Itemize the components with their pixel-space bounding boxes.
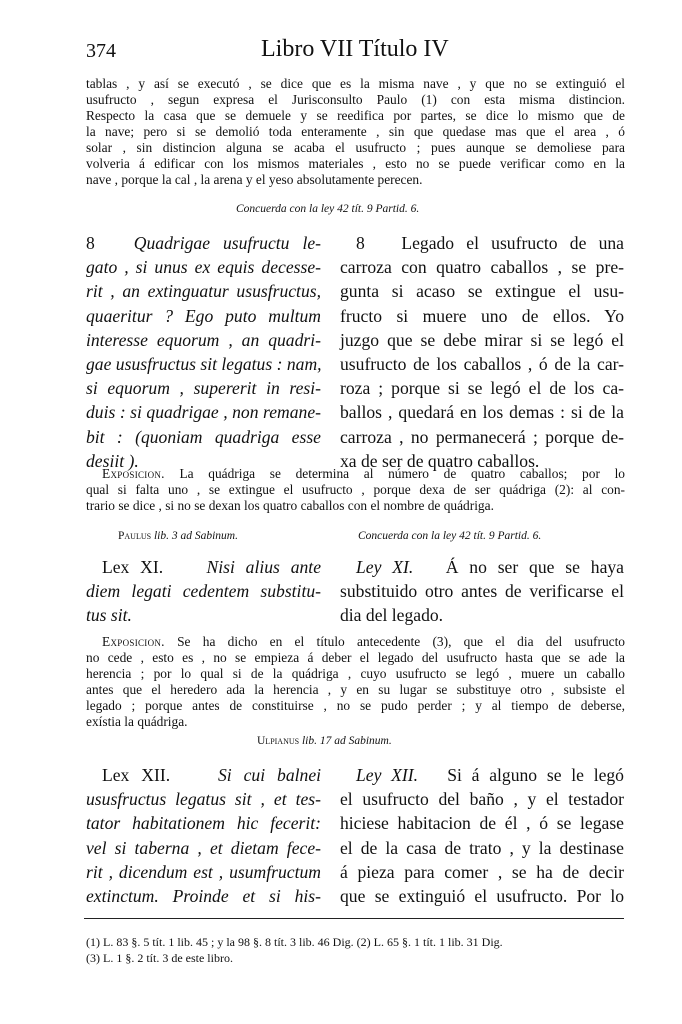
text-line: el usufructo del baño , y el testador (340, 789, 624, 810)
spanish-column-lex-11 (340, 555, 624, 628)
exposicion-label: Exposicion. (102, 634, 165, 649)
text-line (86, 634, 625, 650)
page-header (86, 36, 626, 70)
section-number: 8 (86, 233, 95, 253)
text-line: nave , porque la cal , la arena y el yeso absolutamente perecen. (86, 172, 423, 187)
text-line (340, 231, 624, 255)
text-line: Respecto la casa que se demuele y se reedifica por partes, se dice lo mismo que de (86, 108, 625, 123)
text-line: carroza con quatro caballos , se pre- (340, 257, 624, 278)
text-line: ususfructus legatus sit , et tes- (86, 789, 321, 810)
text-line: tus sit. (86, 605, 132, 626)
text-line: extinctum. Proinde et si his- (86, 886, 321, 907)
lex-heading: Lex XI. (102, 557, 164, 577)
ley-heading: Ley XII. (356, 765, 419, 785)
text-line: gae ususfructus sit legatus : nam, (86, 354, 322, 375)
text-line: tator habitationem hic fecerit: (86, 813, 321, 834)
spanish-column-lex-12 (340, 763, 624, 908)
exposicion-paragraph-1 (86, 466, 625, 514)
ley-heading: Ley XI. (356, 557, 414, 577)
concordance-note: Concuerda con la ley 42 tít. 9 Partid. 6. (358, 530, 542, 542)
text-line: si equorum , supererit in resi- (86, 378, 321, 399)
text-fragment: Si á alguno se le legó (447, 765, 624, 785)
text-line: rit , dicendum est , usumfructum (86, 861, 321, 882)
source-reference: lib. 17 ad Sabinum. (301, 735, 392, 747)
text-line: desiit ). (86, 450, 139, 471)
latin-column-lex-12 (86, 763, 321, 908)
text-line: diem legati cedentem substitu- (86, 581, 321, 602)
text-line: substituido otro antes de verificarse el (340, 581, 624, 602)
text-line: antes que el heredero ada la herencia , y en su lugar se substituye otro , subsiste el (86, 682, 625, 697)
latin-column-section-8 (86, 231, 321, 473)
footnote-divider (84, 918, 624, 919)
footnote-line: (3) L. 1 §. 2 tít. 3 de este libro. (86, 951, 233, 965)
text-fragment: Se ha dicho en el título antecedente (3), que el dia del usufructo (177, 634, 625, 649)
text-line: hiciese habitacion de él , ó se legase (340, 813, 624, 834)
source-author: Ulpianus (257, 735, 300, 747)
text-line: que se extinguió el usufructo. Por lo (340, 886, 624, 907)
text-line: volveria á edificar con los mismos materiales , esto no se puede verificar como en la (86, 156, 625, 171)
text-line: herencia ; por lo qual si de la quádriga , cuyo usufructo se legó , muere un caballo (86, 666, 625, 681)
text-line: gato , si unus ex equis decesse- (86, 257, 321, 278)
text-line: fructo si muere uno de ellos. Yo (340, 305, 624, 326)
text-line (86, 763, 321, 787)
text-line (340, 555, 624, 579)
text-line: la nave; pero si se demolió toda enteramente , sin que quedase mas que el area , ó (86, 124, 625, 139)
text-line: juzgo que se debe mirar si se legó el (340, 329, 624, 350)
text-line: usufructo de los caballos , ó de la car- (340, 354, 624, 375)
text-line: ballos , quedará en los demas : si de la (340, 402, 624, 423)
latin-column-lex-11 (86, 555, 321, 628)
text-line (340, 763, 624, 787)
text-line: exístia la quádriga. (86, 714, 188, 729)
source-citation-paulus (118, 530, 238, 542)
text-fragment: Quadrigae usufructu le- (133, 233, 321, 253)
concordance-note: Concuerda con la ley 42 tít. 9 Partid. 6. (236, 203, 420, 215)
spanish-column-section-8 (340, 231, 624, 473)
text-line: solar , sin distincion alguna se acaba el usufructo ; pues aunque se demoliese para (86, 140, 625, 155)
text-line: bit : (quoniam quadriga esse (86, 426, 321, 447)
text-line: vel si taberna , et dietam fece- (86, 837, 321, 858)
text-line: qual si falta uno , se extingue el usufructo , porque dexa de ser quádriga (2): al con- (86, 482, 625, 497)
text-line: rit , an extinguatur ususfructus, (86, 281, 321, 302)
text-line (86, 555, 321, 579)
text-line: xa de ser de quatro caballos. (340, 450, 540, 471)
text-line: el de la casa de trato , y la destinase (340, 837, 624, 858)
page-number: 374 (86, 40, 116, 62)
text-line: carroza , no permanecerá ; porque de- (340, 426, 624, 447)
text-line: legado ; porque antes de constituirse , no se pudo perder ; y al tiempo de deberse, (86, 698, 625, 713)
text-line: gunta si acaso se extingue el usu- (340, 281, 624, 302)
text-line (86, 466, 625, 482)
intro-paragraph (86, 76, 625, 188)
text-line: trario se dice , si no se dexan los quatro caballos con el nombre de quádriga. (86, 498, 494, 513)
text-fragment: Nisi alius ante (206, 557, 322, 577)
section-number: 8 (356, 233, 365, 253)
text-line: á pieza para comer , se ha de decir (340, 861, 624, 882)
text-line: usufructo , segun expresa el Jurisconsulto Paulo (1) con esta misma distincion. (86, 92, 625, 107)
running-head: Libro VII Título IV (261, 36, 449, 62)
text-fragment: Á no ser que se haya (445, 557, 624, 577)
text-line: no cede , esto es , no se empieza á deber el legado del usufructo hasta que se ade la (86, 650, 625, 665)
footnotes (86, 934, 626, 966)
footnote-line: (1) L. 83 §. 5 tít. 1 lib. 45 ; y la 98 §. 8 tít. 3 lib. 46 Dig. (2) L. 65 §. 1 tít. 1 lib. 31 Dig. (86, 935, 503, 949)
source-reference: lib. 3 ad Sabinum. (153, 530, 238, 542)
text-line: roza ; porque si se legó el de los ca- (340, 378, 624, 399)
text-line (86, 231, 321, 255)
lex-heading: Lex XII. (102, 765, 171, 785)
text-fragment: Si cui balnei (217, 765, 322, 785)
text-line: dia del legado. (340, 605, 444, 626)
source-author: Paulus (118, 530, 152, 542)
text-line: quaeritur ? Ego puto multum (86, 305, 321, 326)
text-line: duis : si quadrigae , non remane- (86, 402, 321, 423)
source-citation-ulpianus (257, 735, 392, 747)
text-fragment: La quádriga se determina al número de quatro caballos; por lo (179, 466, 625, 481)
exposicion-label: Exposicion. (102, 466, 165, 481)
text-line: tablas , y así se executó , se dice que es la misma nave , y que no se extinguió el (86, 76, 625, 91)
exposicion-paragraph-2 (86, 634, 625, 730)
text-line: interesse equorum , an quadri- (86, 329, 321, 350)
text-fragment: Legado el usufructo de una (401, 233, 624, 253)
